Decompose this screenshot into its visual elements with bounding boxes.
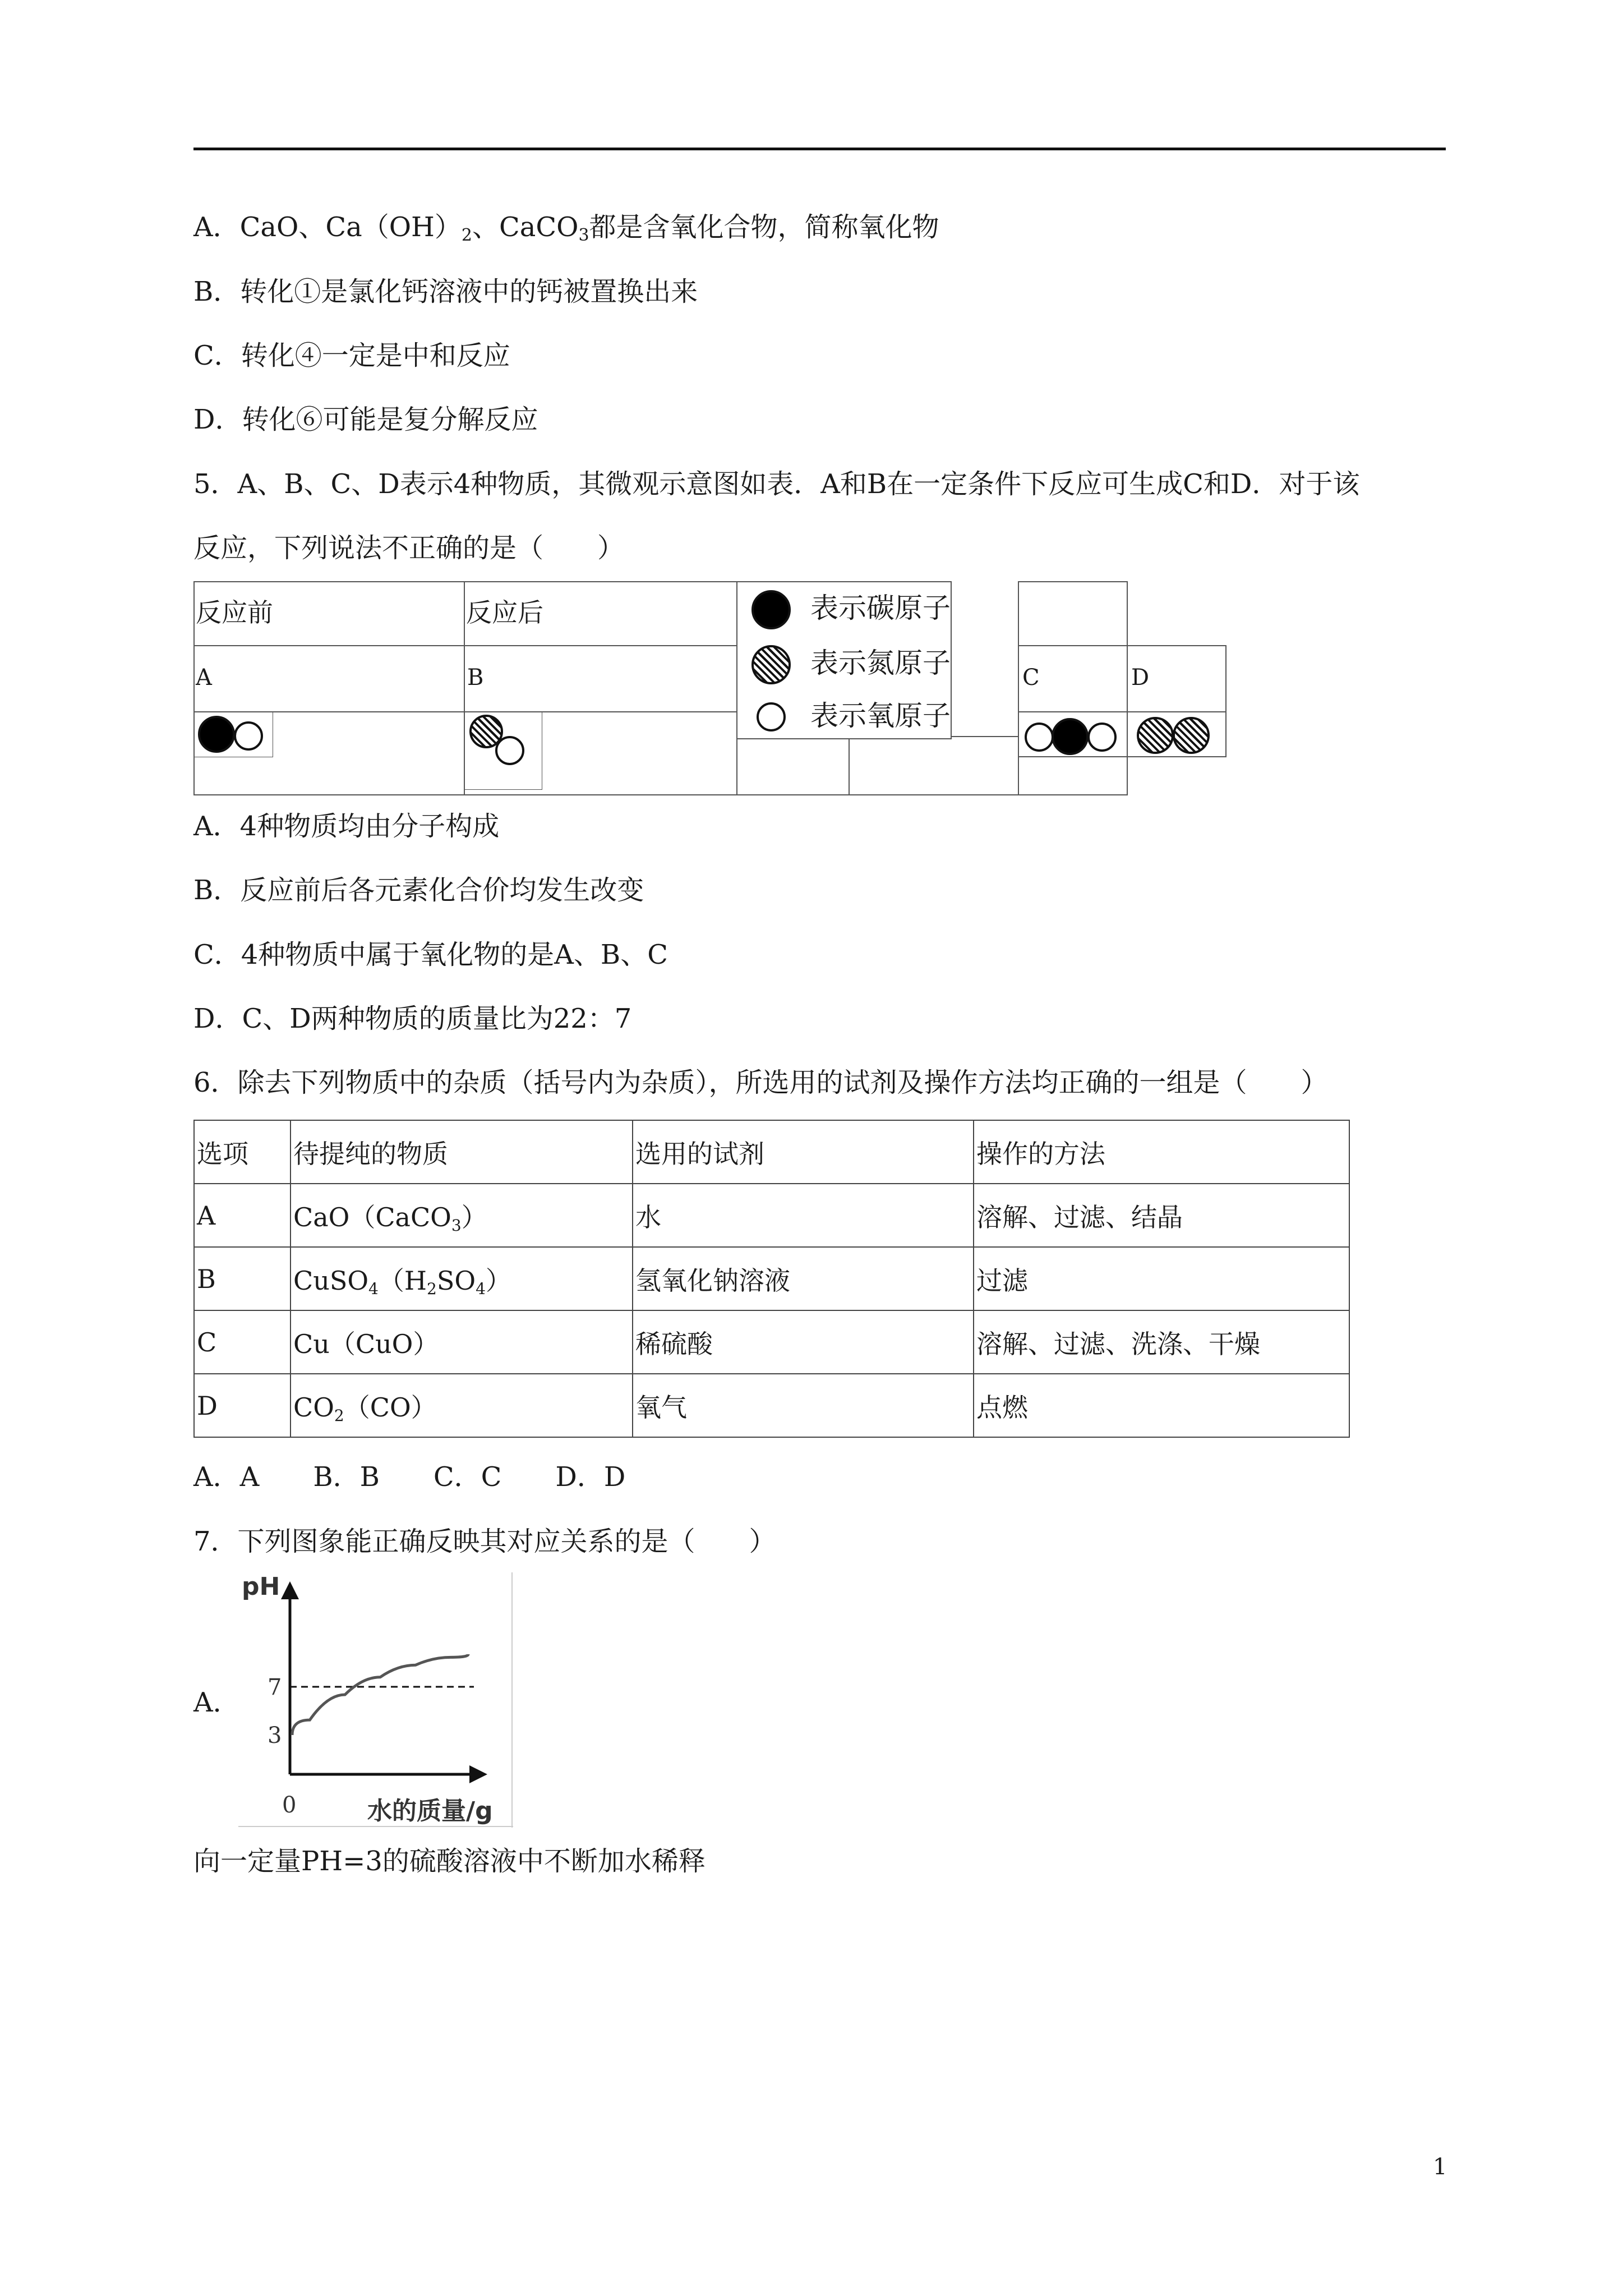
- legend-nitrogen-icon: [751, 645, 791, 684]
- header-option: 选项: [194, 1120, 291, 1184]
- label-b: B: [467, 665, 484, 691]
- cell-a-label: [193, 645, 465, 712]
- label-d: D: [1131, 665, 1150, 691]
- y-tick-7: 7: [268, 1674, 282, 1700]
- row-reagent: 氢氧化钠溶液: [633, 1247, 974, 1310]
- q5-option-c: C．4种物质中属于氧化物的是A、B、C: [193, 939, 668, 970]
- row-substance: $CuSO_4(H_2SO_4)$: [291, 1247, 633, 1310]
- row-option: B: [194, 1247, 291, 1310]
- q5-stem-line1: 5．A、B、C、D表示4种物质，其微观示意图如表．A和B在一定条件下反应可生成C和D．对于该: [193, 468, 1360, 500]
- row-option: A: [194, 1184, 291, 1247]
- row-substance: Cu（CuO）: [291, 1310, 633, 1374]
- header-rule: [193, 148, 1446, 150]
- row-option: D: [194, 1374, 291, 1437]
- q4-option-d: D．转化⑥可能是复分解反应: [193, 404, 538, 435]
- q5-molecule-table: [193, 581, 1227, 795]
- cell-b-label: [464, 645, 737, 712]
- table-row: [194, 1184, 1349, 1247]
- row-reagent: 水: [633, 1184, 974, 1247]
- y-axis-label: pH: [242, 1572, 280, 1601]
- q6-table: [193, 1120, 1350, 1438]
- row-reagent: 氧气: [633, 1374, 974, 1437]
- legend-oxygen-label: 表示氧原子: [810, 700, 951, 732]
- q7-option-a-label: A．: [193, 1687, 240, 1718]
- oxygen-atom-icon: [1087, 723, 1117, 752]
- label-c: C: [1022, 665, 1040, 691]
- molecule-b-frame: [464, 711, 542, 790]
- row-substance: $CO_2(CO)$: [291, 1374, 633, 1437]
- legend-oxygen-icon: [757, 702, 786, 731]
- header-reagent: 选用的试剂: [633, 1120, 974, 1184]
- q4-option-b: B．转化①是氯化钙溶液中的钙被置换出来: [193, 276, 698, 307]
- q4-option-c: C．转化④一定是中和反应: [193, 340, 510, 371]
- x-axis-label: 水的质量/g: [367, 1797, 493, 1825]
- q5-option-b: B．反应前后各元素化合价均发生改变: [193, 875, 644, 906]
- label-before: 反应前: [196, 597, 273, 628]
- header-substance: 待提纯的物质: [291, 1120, 633, 1184]
- label-after: 反应后: [466, 597, 543, 628]
- row-method: 溶解、过滤、结晶: [974, 1184, 1349, 1247]
- cell-empty: [736, 736, 1019, 795]
- legend-carbon-icon: [751, 590, 791, 629]
- table-row: [194, 1310, 1349, 1374]
- legend-carbon-label: 表示碳原子: [810, 592, 951, 624]
- oxygen-atom-icon: [1025, 723, 1054, 752]
- ph-curve: [292, 1654, 468, 1735]
- q4-option-a: A．CaO、$Ca(OH)_2$、CaCO$_3$都是含氧化合物，简称氧化物: [193, 211, 939, 245]
- x-axis-arrow-icon: [469, 1765, 487, 1783]
- nitrogen-atom-icon: [1173, 717, 1210, 754]
- table-row: [194, 1374, 1349, 1437]
- q7-option-a-caption: 向一定量PH=3的硫酸溶液中不断加水稀释: [193, 1846, 706, 1877]
- row-method: 点燃: [974, 1374, 1349, 1437]
- table-row: [194, 1247, 1349, 1310]
- carbon-atom-icon: [1052, 718, 1089, 755]
- row-method: 溶解、过滤、洗涤、干燥: [974, 1310, 1349, 1374]
- y-tick-3: 3: [268, 1723, 282, 1749]
- molecule-a-frame: [193, 711, 273, 757]
- y-axis-arrow-icon: [281, 1581, 299, 1599]
- row-reagent: 稀硫酸: [633, 1310, 974, 1374]
- nitrogen-atom-icon: [1137, 717, 1174, 754]
- q5-option-a: A．4种物质均由分子构成: [193, 811, 500, 842]
- q6-answer-options: A．A B．B C．C D．D: [193, 1461, 626, 1493]
- q6-stem: 6．除去下列物质中的杂质（括号内为杂质），所选用的试剂及操作方法均正确的一组是（ ）: [193, 1067, 1328, 1098]
- page-number: 1: [1433, 2154, 1447, 2180]
- legend-nitrogen-label: 表示氮原子: [810, 647, 951, 679]
- label-a: A: [196, 665, 212, 691]
- q7-stem: 7．下列图象能正确反映其对应关系的是（ ）: [193, 1526, 776, 1557]
- ph-dilution-graph: [238, 1572, 513, 1828]
- row-substance: CaO（CaCO$_3$）: [291, 1184, 633, 1247]
- header-method: 操作的方法: [974, 1120, 1349, 1184]
- q5-stem-line2: 反应，下列说法不正确的是（ ）: [193, 532, 625, 564]
- row-option: C: [194, 1310, 291, 1374]
- row-method: 过滤: [974, 1247, 1349, 1310]
- q5-option-d: D．C、D两种物质的质量比为22：7: [193, 1003, 632, 1034]
- x-tick-0: 0: [282, 1792, 297, 1818]
- table-header-row: [194, 1120, 1349, 1184]
